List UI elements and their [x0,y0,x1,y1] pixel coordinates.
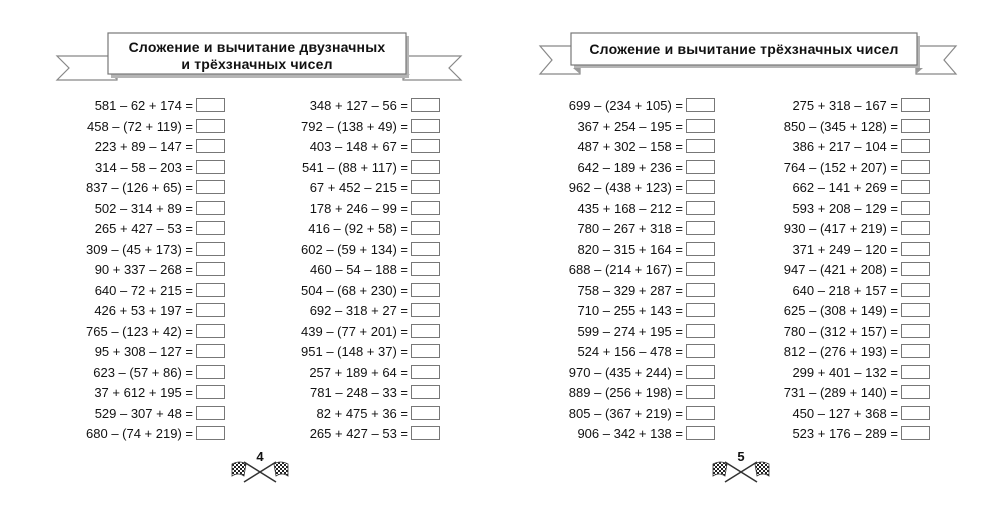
answer-box[interactable] [901,201,930,215]
exercise-expression: 951 – (148 + 37) = [301,344,408,359]
page-title-line1: Сложение и вычитание трёхзначных чисел [589,41,899,57]
exercise-row [250,301,440,322]
answer-box[interactable] [901,303,930,317]
exercise-expression: 599 – 274 + 195 = [577,323,683,339]
exercise-expression: 67 + 452 – 215 = [309,180,408,195]
exercise-expression: 962 – (438 + 123) = [568,180,683,195]
exercise-row [250,424,440,445]
exercise-row [60,424,225,445]
exercise-row [750,301,930,322]
answer-box[interactable] [901,426,930,440]
exercise-row [750,96,930,117]
exercise-expression: 403 – 148 + 67 = [309,139,408,154]
answer-box[interactable] [686,426,715,440]
answer-box[interactable] [411,242,440,256]
exercise-expression: 780 – (312 + 157) = [783,323,898,339]
answer-box[interactable] [686,262,715,276]
exercise-row [250,96,440,117]
exercise-expression: 309 – (45 + 173) = [86,241,193,257]
exercise-expression: 623 – (57 + 86) = [93,364,193,380]
answer-box[interactable] [196,242,225,256]
exercise-expression: 906 – 342 + 138 = [577,426,683,441]
answer-box[interactable] [196,160,225,174]
exercise-row [750,219,930,240]
exercise-expression: 837 – (126 + 65) = [86,180,193,195]
answer-box[interactable] [196,119,225,133]
exercise-row [750,363,930,384]
exercise-row [540,404,715,425]
answer-box[interactable] [686,139,715,153]
exercise-expression: 458 – (72 + 119) = [86,118,193,134]
answer-box[interactable] [686,303,715,317]
exercise-row [250,219,440,240]
answer-box[interactable] [196,324,225,338]
answer-box[interactable] [196,98,225,112]
page-number [711,450,771,484]
exercise-expression: 602 – (59 + 134) = [301,241,408,257]
exercise-expression: 386 + 217 – 104 = [792,139,898,154]
answer-box[interactable] [411,221,440,235]
answer-box[interactable] [686,180,715,194]
exercise-expression: 710 – 255 + 143 = [577,303,683,318]
page-number-label: 4 [256,449,264,464]
answer-box[interactable] [901,385,930,399]
exercise-row [540,342,715,363]
title-banner [55,30,465,92]
exercise-expression: 780 – 267 + 318 = [577,221,683,236]
exercise-expression: 781 – 248 – 33 = [310,385,408,400]
answer-box[interactable] [686,98,715,112]
exercise-row [250,199,440,220]
exercise-expression: 640 – 72 + 215 = [94,282,193,298]
exercise-expression: 820 – 315 + 164 = [577,241,683,257]
exercise-row [60,158,225,179]
answer-box[interactable] [196,180,225,194]
exercise-row [540,137,715,158]
answer-box[interactable] [901,98,930,112]
exercise-row [250,158,440,179]
exercise-row [60,342,225,363]
answer-box[interactable] [686,242,715,256]
exercise-row [250,260,440,281]
answer-box[interactable] [196,365,225,379]
exercise-row [250,363,440,384]
answer-box[interactable] [686,365,715,379]
exercise-row [750,158,930,179]
answer-box[interactable] [411,324,440,338]
exercise-row [540,383,715,404]
exercise-row [540,322,715,343]
exercise-expression: 348 + 127 – 56 = [309,98,408,113]
page-title [571,41,917,58]
exercise-expression: 82 + 475 + 36 = [316,405,408,421]
answer-box[interactable] [196,303,225,317]
exercise-row [540,240,715,261]
exercise-expression: 504 – (68 + 230) = [301,282,408,298]
exercise-row [60,281,225,302]
exercise-row [540,424,715,445]
answer-box[interactable] [196,344,225,358]
crossed-checkered-flags-icon [230,458,290,484]
exercise-row [750,281,930,302]
answer-box[interactable] [686,406,715,420]
exercise-expression: 850 – (345 + 128) = [783,118,898,134]
exercise-expression: 642 – 189 + 236 = [577,159,683,175]
exercise-row [60,383,225,404]
exercise-row [60,301,225,322]
exercise-row [60,404,225,425]
exercise-expression: 223 + 89 – 147 = [94,139,193,154]
answer-box[interactable] [196,262,225,276]
exercise-row [750,322,930,343]
exercise-expression: 764 – (152 + 207) = [783,159,898,175]
exercise-row [750,342,930,363]
answer-box[interactable] [901,160,930,174]
exercise-row [60,363,225,384]
exercise-row [250,322,440,343]
exercise-expression: 439 – (77 + 201) = [301,323,408,339]
exercise-expression: 930 – (417 + 219) = [783,221,898,236]
exercise-expression: 529 – 307 + 48 = [94,405,193,421]
exercise-row [250,117,440,138]
answer-box[interactable] [411,201,440,215]
answer-box[interactable] [901,406,930,420]
exercise-expression: 435 + 168 – 212 = [577,200,683,216]
answer-box[interactable] [901,139,930,153]
answer-box[interactable] [411,119,440,133]
exercise-row [540,117,715,138]
exercise-expression: 265 + 427 – 53 = [94,221,193,236]
answer-box[interactable] [686,119,715,133]
answer-box[interactable] [411,426,440,440]
exercise-expression: 265 + 427 – 53 = [309,426,408,441]
exercise-row [540,281,715,302]
exercise-row [750,137,930,158]
exercise-expression: 731 – (289 + 140) = [783,385,898,400]
exercise-expression: 758 – 329 + 287 = [577,282,683,298]
answer-box[interactable] [411,98,440,112]
exercise-row [750,404,930,425]
exercise-expression: 805 – (367 + 219) = [568,405,683,421]
exercise-expression: 692 – 318 + 27 = [309,303,408,318]
answer-box[interactable] [686,160,715,174]
answer-box[interactable] [901,283,930,297]
exercise-row [540,158,715,179]
exercise-expression: 487 + 302 – 158 = [577,139,683,154]
exercise-row [60,260,225,281]
answer-box[interactable] [686,221,715,235]
answer-box[interactable] [411,139,440,153]
exercise-row [60,117,225,138]
exercise-expression: 257 + 189 + 64 = [309,364,408,380]
exercise-expression: 502 – 314 + 89 = [94,200,193,216]
answer-box[interactable] [901,344,930,358]
exercise-expression: 792 – (138 + 49) = [301,118,408,134]
answer-box[interactable] [411,365,440,379]
exercise-expression: 450 – 127 + 368 = [792,405,898,421]
answer-box[interactable] [901,324,930,338]
answer-box[interactable] [196,406,225,420]
page-number [230,450,290,484]
exercise-row [750,240,930,261]
exercise-expression: 314 – 58 – 203 = [95,159,193,175]
exercise-row [750,199,930,220]
exercise-row [60,178,225,199]
exercise-expression: 416 – (92 + 58) = [308,221,408,236]
answer-box[interactable] [901,262,930,276]
exercise-expression: 178 + 246 – 99 = [309,200,408,216]
answer-box[interactable] [411,180,440,194]
exercise-expression: 299 + 401 – 132 = [792,364,898,380]
exercise-row [750,383,930,404]
exercise-expression: 523 + 176 – 289 = [792,426,898,441]
answer-box[interactable] [196,426,225,440]
exercise-row [60,137,225,158]
exercise-column-left [540,96,715,445]
exercise-row [540,219,715,240]
exercise-expression: 680 – (74 + 219) = [86,426,193,441]
answer-box[interactable] [901,242,930,256]
answer-box[interactable] [686,283,715,297]
exercise-expression: 699 – (234 + 105) = [568,98,683,113]
answer-box[interactable] [411,406,440,420]
answer-box[interactable] [686,344,715,358]
exercise-row [60,199,225,220]
exercise-expression: 275 + 318 – 167 = [792,98,898,113]
exercise-expression: 889 – (256 + 198) = [568,385,683,400]
exercise-row [540,178,715,199]
exercise-column-right [750,96,930,445]
exercise-expression: 460 – 54 – 188 = [310,262,408,277]
page-title-line2: и трёхзначных чисел [181,56,333,72]
exercise-expression: 662 – 141 + 269 = [792,180,898,195]
answer-box[interactable] [686,385,715,399]
exercise-expression: 640 – 218 + 157 = [792,282,898,298]
page-title [107,39,407,73]
answer-box[interactable] [901,119,930,133]
exercise-row [750,260,930,281]
exercise-row [250,240,440,261]
title-banner [538,30,958,82]
exercise-expression: 581 – 62 + 174 = [94,98,193,113]
exercise-expression: 524 + 156 – 478 = [577,344,683,359]
exercise-expression: 426 + 53 + 197 = [94,303,193,318]
exercise-row [60,240,225,261]
answer-box[interactable] [901,365,930,379]
exercise-row [540,301,715,322]
answer-box[interactable] [686,201,715,215]
exercise-row [250,383,440,404]
answer-box[interactable] [196,283,225,297]
answer-box[interactable] [411,344,440,358]
answer-box[interactable] [196,201,225,215]
answer-box[interactable] [411,283,440,297]
exercise-row [540,96,715,117]
crossed-checkered-flags-icon [711,458,771,484]
exercise-row [60,219,225,240]
answer-box[interactable] [686,324,715,338]
exercise-expression: 765 – (123 + 42) = [86,323,193,339]
exercise-expression: 90 + 337 – 268 = [94,262,193,277]
answer-box[interactable] [901,221,930,235]
exercise-expression: 947 – (421 + 208) = [783,262,898,277]
exercise-expression: 625 – (308 + 149) = [783,303,898,318]
exercise-row [60,322,225,343]
page-title-line1: Сложение и вычитание двузначных [128,39,386,55]
exercise-row [540,199,715,220]
exercise-row [250,404,440,425]
exercise-expression: 593 + 208 – 129 = [792,200,898,216]
exercise-row [250,281,440,302]
answer-box[interactable] [901,180,930,194]
answer-box[interactable] [411,160,440,174]
exercise-row [250,137,440,158]
answer-box[interactable] [411,303,440,317]
answer-box[interactable] [196,139,225,153]
exercise-expression: 541 – (88 + 117) = [301,159,408,175]
exercise-expression: 37 + 612 + 195 = [94,385,193,400]
exercise-row [250,178,440,199]
exercise-expression: 371 + 249 – 120 = [792,241,898,257]
exercise-row [540,363,715,384]
answer-box[interactable] [411,262,440,276]
exercise-row [250,342,440,363]
exercise-row [60,96,225,117]
answer-box[interactable] [196,221,225,235]
exercise-row [750,117,930,138]
exercise-expression: 367 + 254 – 195 = [577,118,683,134]
page-number-label: 5 [737,449,745,464]
exercise-expression: 688 – (214 + 167) = [568,262,683,277]
answer-box[interactable] [196,385,225,399]
exercise-row [750,424,930,445]
exercise-column-right [250,96,440,445]
exercise-expression: 812 – (276 + 193) = [783,344,898,359]
right-page [500,0,1000,512]
exercise-expression: 970 – (435 + 244) = [568,364,683,380]
answer-box[interactable] [411,385,440,399]
exercise-column-left [60,96,225,445]
exercise-row [540,260,715,281]
exercise-row [750,178,930,199]
exercise-expression: 95 + 308 – 127 = [94,344,193,359]
